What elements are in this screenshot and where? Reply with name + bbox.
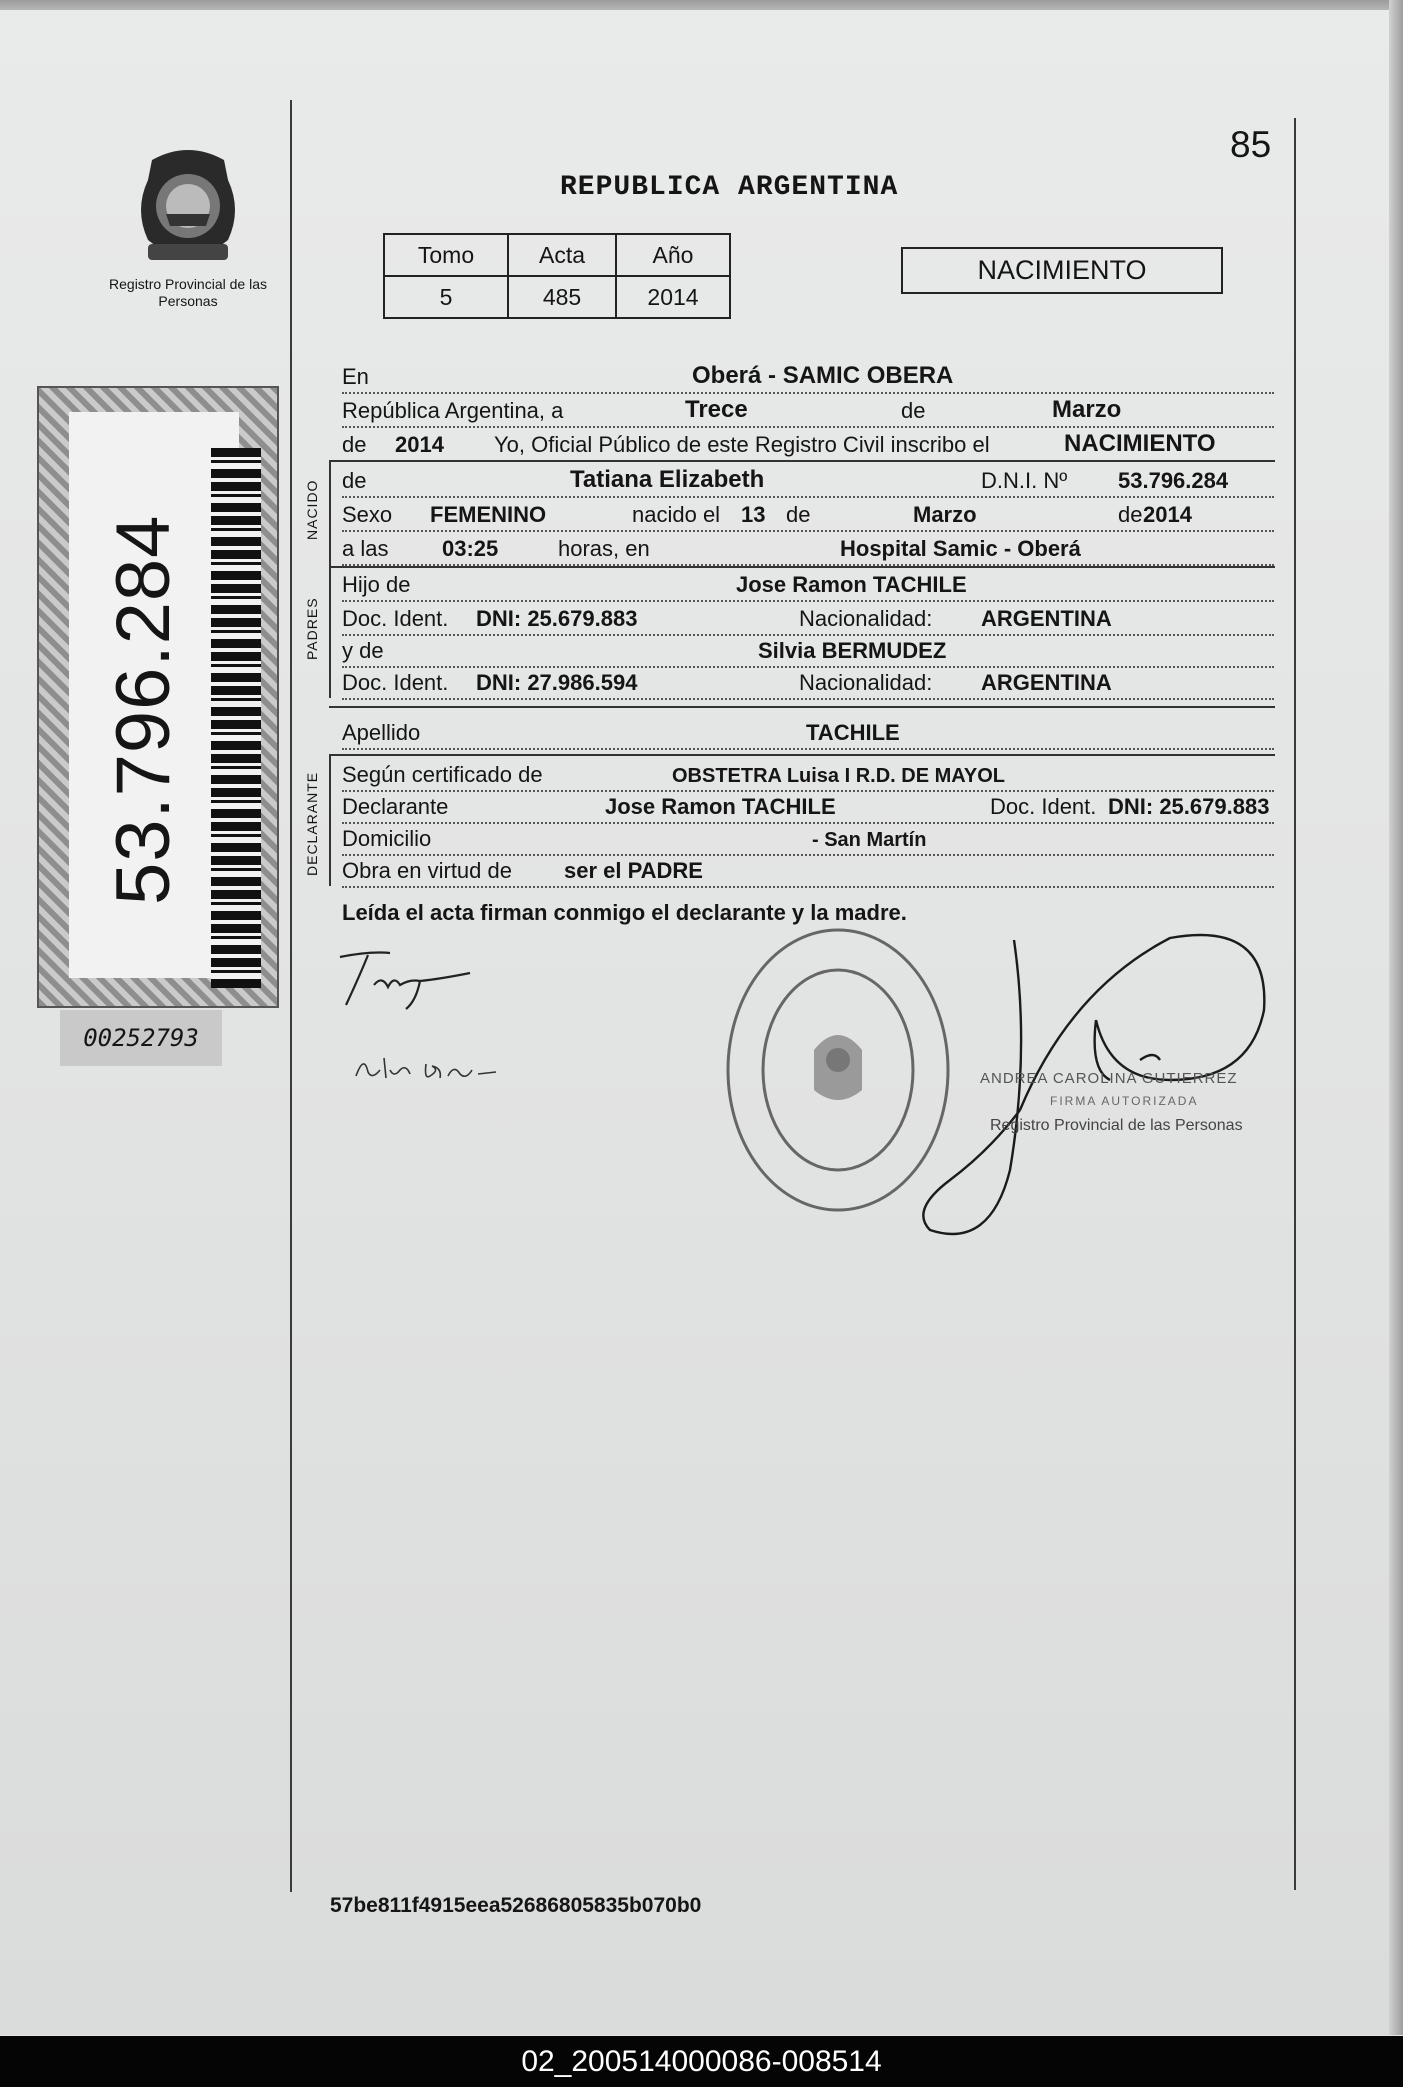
value-birth-place: Hospital Samic - Oberá bbox=[840, 536, 1081, 561]
dni-large-number: 53.796.284 bbox=[101, 514, 186, 905]
label-obra: Obra en virtud de bbox=[342, 858, 512, 883]
label-republica: República Argentina, a bbox=[342, 398, 564, 423]
value-ano: 2014 bbox=[616, 276, 730, 318]
page-number: 85 bbox=[1230, 124, 1272, 165]
value-birth-month: Marzo bbox=[913, 502, 977, 527]
official-organization: Registro Provincial de las Personas bbox=[990, 1117, 1243, 1134]
section-label-padres: PADRES bbox=[304, 597, 320, 660]
label-declarante: Declarante bbox=[342, 794, 449, 819]
declarante-bracket bbox=[329, 756, 331, 886]
value-certificado: OBSTETRA Luisa I R.D. DE MAYOL bbox=[672, 765, 1005, 787]
left-margin-line bbox=[290, 100, 292, 1892]
document-hash: 57be811f4915eea52686805835b070b0 bbox=[330, 1894, 702, 1917]
row-father-doc bbox=[342, 600, 1274, 636]
document-title: REPUBLICA ARGENTINA bbox=[560, 172, 899, 203]
value-name: Tatiana Elizabeth bbox=[570, 466, 765, 493]
value-declarante-doc: DNI: 25.679.883 bbox=[1108, 794, 1270, 819]
value-year: 2014 bbox=[395, 432, 444, 457]
value-mother-name: Silvia BERMUDEZ bbox=[758, 638, 947, 663]
value-dni: 53.796.284 bbox=[1118, 468, 1229, 493]
value-domicilio: - San Martín bbox=[812, 829, 927, 851]
label-y-de: y de bbox=[342, 638, 384, 663]
province-crest-icon bbox=[132, 140, 244, 272]
value-hora: 03:25 bbox=[442, 536, 499, 561]
value-month: Marzo bbox=[1052, 396, 1122, 423]
value-sexo: FEMENINO bbox=[430, 502, 547, 527]
serial-number: 00252793 bbox=[60, 1010, 222, 1066]
section-separator bbox=[329, 706, 1275, 708]
header-ano: Año bbox=[616, 234, 730, 276]
official-role: FIRMA AUTORIZADA bbox=[1050, 1094, 1199, 1108]
label-sexo: Sexo bbox=[342, 502, 393, 527]
value-apellido: TACHILE bbox=[806, 720, 900, 745]
label-dni: D.N.I. Nº bbox=[981, 468, 1068, 493]
label-nacionalidad: Nacionalidad: bbox=[799, 670, 933, 695]
header-tomo: Tomo bbox=[384, 234, 508, 276]
value-declarante: Jose Ramon TACHILE bbox=[605, 794, 836, 819]
read-statement: Leída el acta firman conmigo el declarante y la madre. bbox=[342, 900, 907, 925]
row-father bbox=[342, 566, 1274, 602]
row-en bbox=[342, 358, 1274, 394]
value-mother-nationality: ARGENTINA bbox=[981, 670, 1112, 695]
value-father-nationality: ARGENTINA bbox=[981, 606, 1112, 631]
act-type-box: NACIMIENTO bbox=[901, 247, 1223, 294]
section-label-nacido: NACIDO bbox=[304, 479, 320, 540]
value-obra: ser el PADRE bbox=[564, 858, 703, 883]
row-sexo bbox=[342, 496, 1274, 532]
label-apellido: Apellido bbox=[342, 720, 421, 745]
right-margin-line bbox=[1294, 118, 1296, 1890]
scan-right-shadow bbox=[1389, 0, 1403, 2035]
label-de-year2: de bbox=[1118, 502, 1143, 527]
value-place: Oberá - SAMIC OBERA bbox=[692, 362, 954, 389]
label-certificado: Según certificado de bbox=[342, 762, 543, 787]
row-mother-doc bbox=[342, 664, 1274, 700]
label-hora: a las bbox=[342, 536, 389, 561]
official-name: ANDREA CAROLINA GUTIERREZ bbox=[980, 1070, 1238, 1087]
value-inscribo: NACIMIENTO bbox=[1064, 430, 1216, 457]
row-obra bbox=[342, 852, 1274, 888]
row-declarante bbox=[342, 788, 1274, 824]
label-nacionalidad: Nacionalidad: bbox=[799, 606, 933, 631]
label-name: de bbox=[342, 468, 367, 493]
label-doc-ident: Doc. Ident. bbox=[990, 794, 1097, 819]
label-inscribo: Yo, Oficial Público de este Registro Civil inscribo el bbox=[494, 432, 990, 457]
row-republica bbox=[342, 392, 1274, 428]
value-father-name: Jose Ramon TACHILE bbox=[736, 572, 967, 597]
row-certificado bbox=[342, 756, 1274, 792]
register-table bbox=[383, 233, 731, 319]
label-hijo-de: Hijo de bbox=[342, 572, 411, 597]
scan-id-bar: 02_200514000086-008514 bbox=[0, 2036, 1403, 2087]
value-acta: 485 bbox=[508, 276, 616, 318]
label-de-month: de bbox=[786, 502, 811, 527]
row-hora bbox=[342, 530, 1274, 566]
label-doc-ident: Doc. Ident. bbox=[342, 606, 449, 631]
mother-signature bbox=[350, 1050, 510, 1095]
value-birth-year: 2014 bbox=[1143, 502, 1192, 527]
row-mother bbox=[342, 632, 1274, 668]
section-label-declarante: DECLARANTE bbox=[304, 771, 320, 876]
barcode bbox=[211, 448, 261, 988]
nacido-bracket bbox=[329, 462, 331, 577]
registry-logo-text: Registro Provincial de las Personas bbox=[109, 276, 267, 309]
row-apellido bbox=[342, 714, 1274, 750]
row-nacido-name bbox=[342, 462, 1274, 498]
row-domicilio bbox=[342, 820, 1274, 856]
value-father-doc: DNI: 25.679.883 bbox=[476, 606, 638, 631]
label-doc-ident: Doc. Ident. bbox=[342, 670, 449, 695]
declarant-signature bbox=[330, 945, 480, 1015]
label-nacido-el: nacido el bbox=[632, 502, 721, 527]
label-en: En bbox=[342, 364, 369, 389]
row-inscribo bbox=[342, 426, 1274, 462]
label-de: de bbox=[901, 398, 926, 423]
label-de-year: de bbox=[342, 432, 367, 457]
label-domicilio: Domicilio bbox=[342, 826, 432, 851]
header-acta: Acta bbox=[508, 234, 616, 276]
padres-bracket bbox=[329, 568, 331, 698]
value-day: Trece bbox=[685, 396, 748, 423]
value-mother-doc: DNI: 27.986.594 bbox=[476, 670, 638, 695]
value-tomo: 5 bbox=[384, 276, 508, 318]
label-horas-en: horas, en bbox=[558, 536, 650, 561]
value-birth-day: 13 bbox=[741, 502, 766, 527]
